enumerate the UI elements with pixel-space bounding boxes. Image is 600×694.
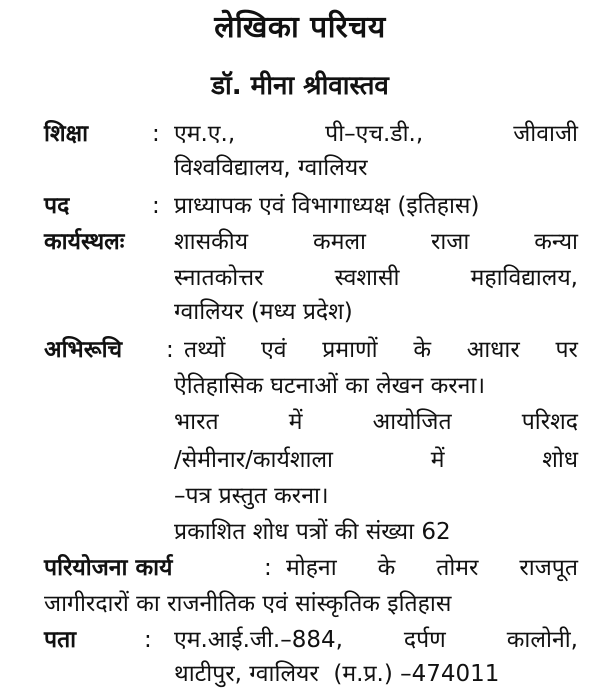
project-label: परियोजना कार्य xyxy=(44,555,173,581)
address-colon: : xyxy=(144,627,152,653)
interest-line-1 xyxy=(184,334,578,366)
interest-word: पर xyxy=(555,337,578,363)
workplace-line-2 xyxy=(174,262,578,294)
interest-word: एवं xyxy=(261,337,287,363)
project-line-1 xyxy=(286,552,578,584)
project-line-2: जागीरदारों का राजनीतिक एवं सांस्कृतिक इतिहास xyxy=(44,591,452,617)
interest-line-6: प्रकाशित शोध पत्रों की संख्या 62 xyxy=(174,519,451,545)
education-label: शिक्षा xyxy=(44,121,89,147)
address-label: पता xyxy=(44,627,77,653)
address-word: कालोनी, xyxy=(506,627,578,653)
post-line-1: प्राध्यापक एवं विभागाध्यक्ष (इतिहास) xyxy=(174,193,480,219)
education-line-1 xyxy=(174,118,578,150)
workplace-label: कार्यस्थलः xyxy=(44,229,125,255)
post-colon: : xyxy=(152,193,160,219)
interest-word: आधार xyxy=(466,337,520,363)
interest-word: में xyxy=(288,409,303,435)
interest-word: के xyxy=(413,337,432,363)
project-colon: : xyxy=(264,555,272,581)
workplace-word: स्वशासी xyxy=(334,265,400,291)
interest-word: आयोजित xyxy=(372,409,452,435)
project-word: मोहना xyxy=(286,555,337,581)
workplace-line-3: ग्वालियर (मध्य प्रदेश) xyxy=(174,299,353,325)
interest-label: अभिरूचि xyxy=(44,337,123,363)
interest-word: शोध xyxy=(542,447,578,473)
education-word: जीवाजी xyxy=(513,121,578,147)
address-word: एम.आई.जी.–884, xyxy=(174,627,343,653)
interest-line-2: ऐतिहासिक घटनाओं का लेखन करना। xyxy=(174,373,486,399)
address-line-2: थाटीपुर, ग्वालियर (म.प्र.) –474011 xyxy=(174,661,500,687)
interest-line-5: –पत्र प्रस्तुत करना। xyxy=(174,483,329,509)
project-word: राजपूत xyxy=(519,555,578,581)
workplace-word: कन्या xyxy=(534,229,578,255)
author-name: डॉ. मीना श्रीवास्तव xyxy=(211,71,389,101)
education-word: एम.ए., xyxy=(174,121,236,147)
interest-word: तथ्यों xyxy=(184,337,226,363)
workplace-word: कमला xyxy=(313,229,367,255)
interest-line-4 xyxy=(174,444,578,476)
project-word: के xyxy=(377,555,396,581)
workplace-word: महाविद्यालय, xyxy=(470,265,578,291)
interest-word: /सेमीनार/कार्यशाला xyxy=(174,447,333,473)
interest-line-3 xyxy=(174,406,578,438)
interest-word: में xyxy=(430,447,445,473)
education-colon: : xyxy=(152,121,160,147)
post-label: पद xyxy=(44,193,70,219)
page-title: लेखिका परिचय xyxy=(214,10,386,45)
interest-word: परिशद xyxy=(521,409,578,435)
education-word: पी–एच.डी., xyxy=(325,121,424,147)
workplace-word: स्नातकोत्तर xyxy=(174,265,264,291)
workplace-word: राजा xyxy=(430,229,470,255)
project-word: तोमर xyxy=(436,555,479,581)
workplace-word: शासकीय xyxy=(174,229,249,255)
interest-colon: : xyxy=(166,337,174,363)
workplace-line-1 xyxy=(174,226,578,258)
address-word: दर्पण xyxy=(403,627,446,653)
address-line-1 xyxy=(174,624,578,656)
interest-word: भारत xyxy=(174,409,219,435)
interest-word: प्रमाणों xyxy=(322,337,378,363)
education-line-2: विश्वविद्यालय, ग्वालियर xyxy=(174,155,368,181)
